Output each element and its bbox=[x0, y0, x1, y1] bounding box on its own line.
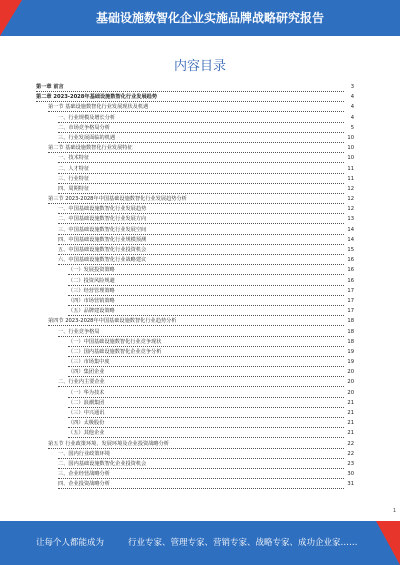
toc-entry-page: 19 bbox=[347, 348, 354, 355]
toc-entry[interactable] bbox=[36, 399, 354, 409]
toc-entry[interactable] bbox=[36, 256, 354, 266]
toc-entry[interactable] bbox=[36, 246, 354, 256]
toc-entry-page: 22 bbox=[347, 450, 354, 457]
toc-entry-page: 30 bbox=[347, 471, 354, 478]
toc-entry[interactable] bbox=[36, 440, 354, 450]
toc-entry[interactable] bbox=[36, 154, 354, 164]
toc-entry-page: 20 bbox=[347, 389, 354, 396]
toc-entry-title: 一、中国基础设施数智化行业发展趋势 bbox=[58, 205, 344, 214]
toc-entry-title: （二）投资风险规避 bbox=[68, 277, 344, 286]
toc-entry[interactable] bbox=[36, 328, 354, 338]
toc-entry[interactable] bbox=[36, 114, 354, 124]
toc-entry-title: （二）国内基础设施数智化企业竞争分析 bbox=[68, 348, 344, 357]
toc-entry-title: 第三节 2023-2028年中国基础设施数智化行业发展趋势分析 bbox=[48, 195, 344, 204]
toc-entry[interactable] bbox=[36, 338, 354, 348]
toc-entry[interactable] bbox=[36, 460, 354, 470]
toc-entry[interactable] bbox=[36, 165, 354, 175]
toc-entry[interactable] bbox=[36, 83, 354, 93]
toc-entry[interactable] bbox=[36, 429, 354, 439]
toc-entry-page: 21 bbox=[347, 430, 354, 437]
footer-slogan: 让每个人都能成为 bbox=[36, 538, 105, 548]
toc-entry-page: 12 bbox=[347, 196, 354, 203]
toc-entry[interactable] bbox=[36, 144, 354, 154]
toc-entry[interactable] bbox=[36, 297, 354, 307]
toc-entry-title: 第五节 行业政策环境、发展环境及企业投资战略分析 bbox=[48, 440, 344, 449]
toc-entry-page: 14 bbox=[347, 226, 354, 233]
toc-entry-page: 10 bbox=[347, 134, 354, 141]
toc-entry-title: （三）市场集中度 bbox=[68, 358, 344, 367]
toc-entry-page: 3 bbox=[350, 84, 354, 90]
toc-entry-title: （三）中兴通讯 bbox=[68, 409, 344, 418]
toc-entry-title: 一、技术特征 bbox=[58, 154, 344, 163]
toc-entry-page: 15 bbox=[347, 247, 354, 253]
toc-entry-page: 23 bbox=[347, 460, 354, 467]
toc-entry[interactable] bbox=[36, 103, 354, 113]
toc-entry-title: （三）经营管理策略 bbox=[68, 287, 344, 296]
toc-entry-page: 21 bbox=[347, 420, 354, 427]
toc-entry[interactable] bbox=[36, 185, 354, 195]
toc-entry-page: 13 bbox=[347, 216, 354, 223]
toc-entry-page: 11 bbox=[347, 175, 354, 182]
toc-entry-title: 三、中国基础设施数智化行业发展空间 bbox=[58, 226, 344, 235]
toc-entry-page: 4 bbox=[350, 94, 354, 101]
toc-entry[interactable] bbox=[36, 409, 354, 419]
toc-entry-page: 18 bbox=[347, 328, 354, 335]
toc-entry[interactable] bbox=[36, 266, 354, 276]
header-accent-triangle bbox=[0, 0, 22, 36]
toc-entry[interactable] bbox=[36, 480, 354, 490]
toc-entry-title: （二）浪潮集团 bbox=[68, 399, 344, 408]
toc-entry-title: 第一章 前言 bbox=[36, 83, 344, 92]
toc-entry-page: 21 bbox=[347, 399, 354, 406]
toc-entry-page: 12 bbox=[347, 206, 354, 213]
toc-entry[interactable] bbox=[36, 215, 354, 225]
footer-bar bbox=[0, 521, 400, 565]
toc-entry-page: 11 bbox=[347, 165, 354, 172]
toc-entry-title: 二、行业内主要企业 bbox=[58, 378, 344, 387]
toc-entry-page: 16 bbox=[347, 277, 354, 284]
toc-entry[interactable] bbox=[36, 226, 354, 236]
toc-entry-title: 五、中国基础设施数智化行业投资机会 bbox=[58, 246, 344, 255]
toc-entry-title: 二、市场竞争格局分析 bbox=[58, 124, 344, 133]
toc-entry-title: （一）发展投资策略 bbox=[68, 266, 344, 275]
toc-entry-title: 第四节 2023-2028年中国基础设施数智化行业趋势分析 bbox=[48, 317, 344, 326]
toc-entry-page: 10 bbox=[347, 145, 354, 152]
footer-accent-triangle bbox=[376, 521, 400, 565]
toc-entry-page: 14 bbox=[347, 236, 354, 243]
toc-entry-title: 第一节 基础设施数智化行业发展现状及机遇 bbox=[48, 103, 344, 112]
toc-entry[interactable] bbox=[36, 277, 354, 287]
toc-entry[interactable] bbox=[36, 450, 354, 460]
toc-entry-page: 20 bbox=[347, 369, 354, 376]
toc-entry[interactable] bbox=[36, 205, 354, 215]
toc-entry-title: 二、人才特征 bbox=[58, 165, 344, 174]
toc-entry[interactable] bbox=[36, 358, 354, 368]
toc-entry-title: 二、国内基础设施数智化企业投资机会 bbox=[58, 460, 344, 469]
toc-entry-title: （四）集团企业 bbox=[68, 368, 344, 377]
toc-entry[interactable] bbox=[36, 93, 354, 103]
toc-entry-title: 一、国内行业政策环境 bbox=[58, 450, 344, 459]
toc-entry-title: （五）其他企业 bbox=[68, 429, 344, 438]
toc-entry-title: 二、中国基础设施数智化行业发展方向 bbox=[58, 215, 344, 224]
header-bar bbox=[0, 0, 400, 36]
toc-entry-title: 四、中国基础设施数智化行业规模预测 bbox=[58, 236, 344, 245]
toc-entry-title: 六、中国基础设施数智化行业战略建议 bbox=[58, 256, 344, 265]
toc-entry[interactable] bbox=[36, 124, 354, 134]
toc-entry[interactable] bbox=[36, 236, 354, 246]
toc-entry-page: 20 bbox=[347, 379, 354, 386]
toc-entry-title: 三、企业经营战略分析 bbox=[58, 470, 344, 479]
toc-entry[interactable] bbox=[36, 389, 354, 399]
toc-entry-page: 5 bbox=[350, 124, 354, 131]
toc-entry-title: 四、周期特征 bbox=[58, 185, 344, 194]
toc-entry-title: （四）太极股份 bbox=[68, 419, 344, 428]
toc-entry[interactable] bbox=[36, 317, 354, 327]
toc-entry-title: 第二章 2023-2028年基础设施数智化行业发展趋势 bbox=[36, 93, 344, 102]
toc-entry-title: （五）品牌建设策略 bbox=[68, 307, 344, 316]
toc-entry-page: 10 bbox=[347, 155, 354, 162]
toc-entry-page: 17 bbox=[347, 287, 354, 294]
toc-entry-page: 21 bbox=[347, 410, 354, 416]
toc-entry-title: （一）中国基础设施数智化行业竞争现状 bbox=[68, 338, 344, 347]
footer-roles: 行业专家、管理专家、营销专家、战略专家、成功企业家…… bbox=[128, 538, 358, 548]
toc-entry-title: 一、行业竞争格局 bbox=[58, 328, 344, 337]
toc-entry[interactable] bbox=[36, 419, 354, 429]
toc-entry[interactable] bbox=[36, 175, 354, 185]
toc-entry-page: 18 bbox=[347, 318, 354, 325]
toc-entry-page: 17 bbox=[347, 308, 354, 315]
toc-entry[interactable] bbox=[36, 287, 354, 297]
toc-entry-page: 16 bbox=[347, 257, 354, 264]
toc-entry[interactable] bbox=[36, 348, 354, 358]
toc-heading: 内容目录 bbox=[173, 59, 226, 74]
toc-entry-page: 12 bbox=[347, 185, 354, 192]
toc-entry-page: 17 bbox=[347, 297, 354, 304]
toc-entry-page: 4 bbox=[350, 104, 354, 111]
toc-entry-page: 4 bbox=[350, 114, 354, 121]
toc-entry-page: 16 bbox=[347, 267, 354, 274]
toc-entry-title: 三、行业特征 bbox=[58, 175, 344, 184]
toc-entry-title: （四）市场营销策略 bbox=[68, 297, 344, 306]
toc-entry-page: 19 bbox=[347, 359, 354, 366]
toc-entry[interactable] bbox=[36, 307, 354, 317]
toc-entry-page: 18 bbox=[347, 338, 354, 345]
toc-entry-page: 22 bbox=[347, 440, 354, 447]
toc-entry-title: 三、行业发展面临的机遇 bbox=[58, 134, 344, 143]
report-title: 基础设施数智化企业实施品牌战略研究报告 bbox=[95, 11, 324, 25]
toc-entry[interactable] bbox=[36, 378, 354, 388]
toc-entry[interactable] bbox=[36, 134, 354, 144]
toc-entry[interactable] bbox=[36, 195, 354, 205]
table-of-contents bbox=[36, 83, 354, 491]
toc-entry-title: 四、企业投资战略分析 bbox=[58, 480, 344, 489]
page-number: 1 bbox=[392, 508, 396, 514]
toc-entry-title: 一、行业规模及增长分析 bbox=[58, 114, 344, 123]
toc-entry-title: 第二节 基础设施数智化行业发展特征 bbox=[48, 144, 344, 153]
toc-entry-title: （一）华为技术 bbox=[68, 389, 344, 398]
toc-entry[interactable] bbox=[36, 470, 354, 480]
toc-entry-page: 31 bbox=[347, 481, 354, 488]
toc-entry[interactable] bbox=[36, 368, 354, 378]
